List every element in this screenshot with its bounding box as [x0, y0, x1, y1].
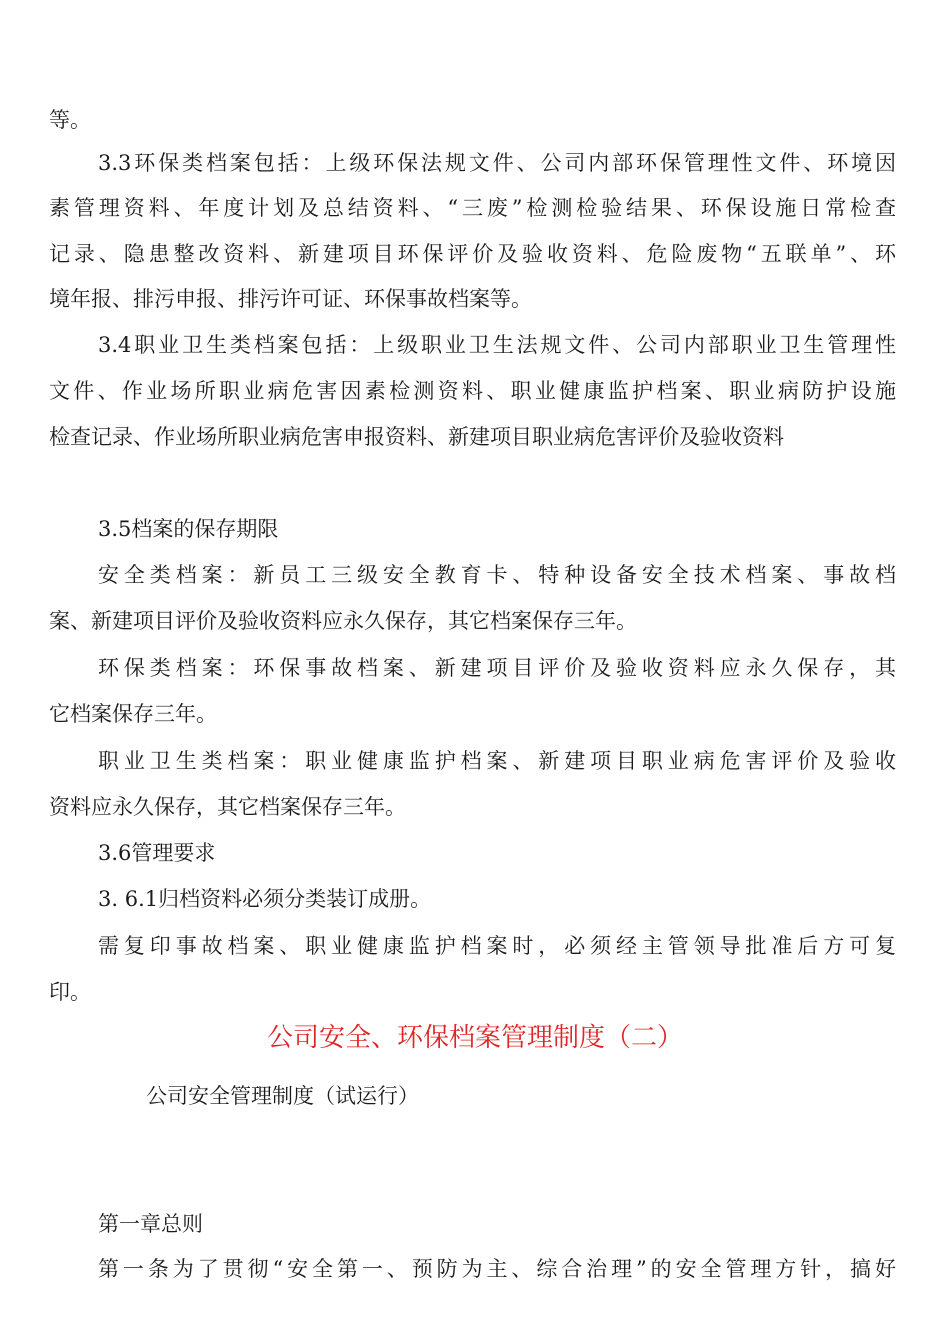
paragraph-line: 它档案保存三年。	[49, 702, 217, 726]
paragraph-line: 职业卫生类档案：职业健康监护档案、新建项目职业病危害评价及验收	[98, 749, 896, 773]
paragraph-line: 3.4职业卫生类档案包括：上级职业卫生法规文件、公司内部职业卫生管理性	[98, 333, 896, 357]
paragraph-line: 素管理资料、年度计划及总结资料、“三废”检测检验结果、环保设施日常检查	[49, 196, 896, 220]
paragraph-line: 安全类档案：新员工三级安全教育卡、特种设备安全技术档案、事故档	[98, 563, 896, 587]
paragraph-line: 等。	[49, 108, 91, 132]
paragraph-line: 境年报、排污申报、排污许可证、环保事故档案等。	[49, 287, 532, 311]
section-heading: 3.5档案的保存期限	[98, 517, 279, 541]
paragraph-line: 检查记录、作业场所职业病危害申报资料、新建项目职业病危害评价及验收资料	[49, 425, 784, 449]
paragraph-line: 记录、隐患整改资料、新建项目环保评价及验收资料、危险废物“五联单”、环	[49, 242, 896, 266]
paragraph-line: 第一条为了贯彻“安全第一、预防为主、综合治理”的安全管理方针，搞好	[98, 1257, 896, 1281]
paragraph-line: 环保类档案：环保事故档案、新建项目评价及验收资料应永久保存，其	[98, 656, 896, 680]
chapter-heading: 第一章总则	[98, 1212, 203, 1236]
paragraph-line: 3.3环保类档案包括：上级环保法规文件、公司内部环保管理性文件、环境因	[98, 151, 896, 175]
section-heading: 3.6管理要求	[98, 841, 216, 865]
paragraph-line: 资料应永久保存，其它档案保存三年。	[49, 795, 406, 819]
paragraph-line: 需复印事故档案、职业健康监护档案时，必须经主管领导批准后方可复	[98, 934, 896, 958]
paragraph-line: 案、新建项目评价及验收资料应永久保存，其它档案保存三年。	[49, 609, 637, 633]
paragraph-line: 3. 6.1归档资料必须分类装订成册。	[98, 887, 432, 911]
paragraph-line: 印。	[49, 980, 91, 1004]
paragraph-line: 文件、作业场所职业病危害因素检测资料、职业健康监护档案、职业病防护设施	[49, 379, 896, 403]
document-title: 公司安全、环保档案管理制度（二）	[266, 1023, 683, 1053]
subtitle: 公司安全管理制度（试运行）	[146, 1084, 419, 1108]
